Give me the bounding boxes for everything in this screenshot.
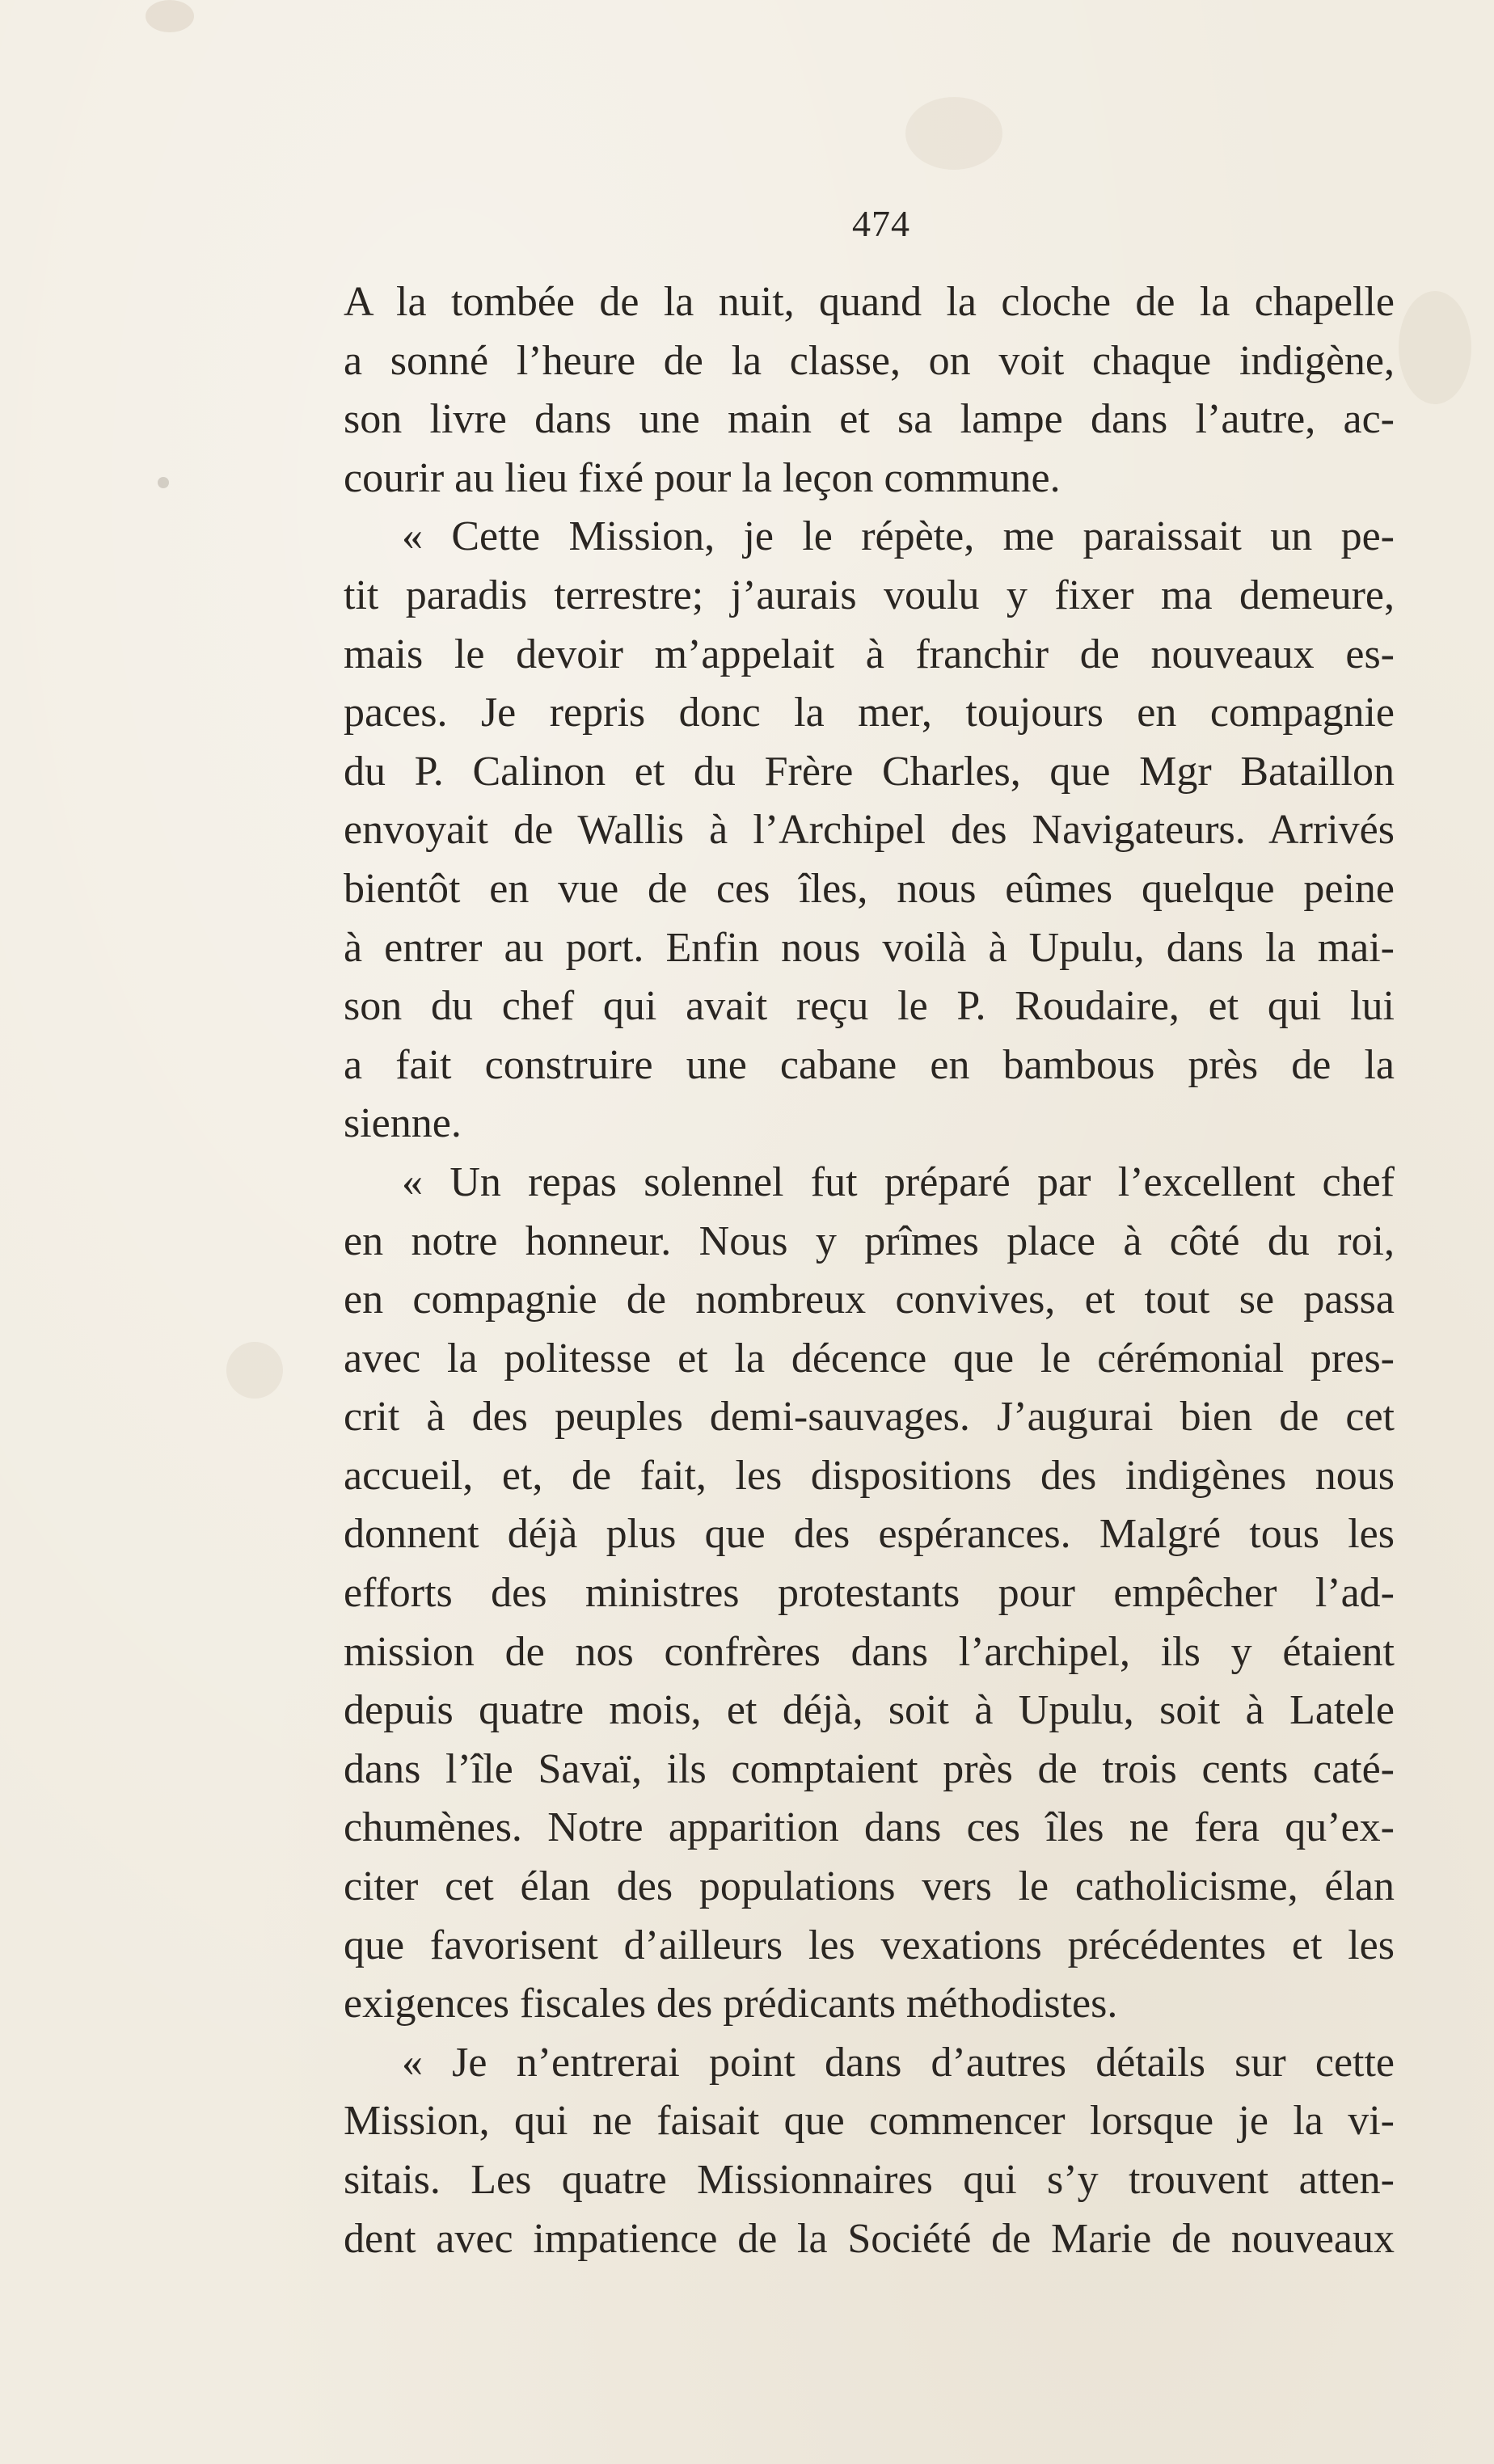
text-line: Mission, qui ne faisait que commencer lorsque je la vi-: [344, 2098, 1395, 2145]
paper-stain: [226, 1342, 283, 1399]
text-line: bientôt en vue de ces îles, nous eûmes quelque peine: [344, 865, 1395, 912]
text-line: A la tombée de la nuit, quand la cloche de la chapelle: [344, 279, 1395, 325]
paper-stain: [905, 97, 1002, 170]
text-line: que favorisent d’ailleurs les vexations précédentes et les: [344, 1922, 1395, 1968]
text-line: exigences fiscales des prédicants méthodistes.: [344, 1981, 1118, 2027]
body-text: [344, 273, 1395, 2268]
page-number: 474: [852, 203, 910, 244]
text-line: tit paradis terrestre; j’aurais voulu y fixer ma demeure,: [344, 572, 1395, 618]
text-line: a fait construire une cabane en bambous près de la: [344, 1041, 1395, 1088]
text-line: mission de nos confrères dans l’archipel, ils y étaient: [344, 1628, 1395, 1675]
text-line: crit à des peuples demi-sauvages. J’augurai bien de cet: [344, 1394, 1395, 1441]
text-line: paces. Je repris donc la mer, toujours en compagnie: [344, 690, 1395, 736]
text-line: courir au lieu fixé pour la leçon commune.: [344, 454, 1061, 501]
text-line: accueil, et, de fait, les dispositions des indigènes nous: [344, 1452, 1395, 1499]
text-line: citer cet élan des populations vers le catholicisme, élan: [344, 1863, 1395, 1910]
text-line: envoyait de Wallis à l’Archipel des Navigateurs. Arrivés: [344, 807, 1395, 854]
text-line: en compagnie de nombreux convives, et tout se passa: [344, 1276, 1395, 1323]
text-line: du P. Calinon et du Frère Charles, que Mgr Bataillon: [344, 748, 1395, 795]
text-line: « Je n’entrerai point dans d’autres détails sur cette: [402, 2039, 1395, 2086]
paper-stain: [1399, 291, 1471, 404]
text-line: en notre honneur. Nous y prîmes place à côté du roi,: [344, 1217, 1395, 1264]
paper-stain: [146, 0, 194, 32]
text-line: à entrer au port. Enfin nous voilà à Upulu, dans la mai-: [344, 924, 1395, 971]
text-line: dans l’île Savaï, ils comptaient près de trois cents caté-: [344, 1745, 1395, 1792]
text-line: son du chef qui avait reçu le P. Roudaire, et qui lui: [344, 983, 1395, 1030]
text-line: efforts des ministres protestants pour empêcher l’ad-: [344, 1570, 1395, 1617]
text-line: a sonné l’heure de la classe, on voit chaque indigène,: [344, 337, 1395, 384]
text-line: avec la politesse et la décence que le cérémonial pres-: [344, 1335, 1395, 1382]
text-line: « Un repas solennel fut préparé par l’excellent chef: [402, 1158, 1395, 1205]
text-line: depuis quatre mois, et déjà, soit à Upulu, soit à Latele: [344, 1687, 1395, 1734]
text-line: mais le devoir m’appelait à franchir de nouveaux es-: [344, 631, 1395, 677]
text-line: son livre dans une main et sa lampe dans l’autre, ac-: [344, 396, 1395, 443]
paper-stain: [158, 477, 169, 488]
text-line: sitais. Les quatre Missionnaires qui s’y trouvent atten-: [344, 2157, 1395, 2203]
text-line: donnent déjà plus que des espérances. Malgré tous les: [344, 1511, 1395, 1558]
text-line: chumènes. Notre apparition dans ces îles ne fera qu’ex-: [344, 1804, 1395, 1851]
text-line: « Cette Mission, je le répète, me paraissait un pe-: [402, 513, 1395, 560]
text-line: sienne.: [344, 1100, 462, 1147]
text-line: dent avec impatience de la Société de Marie de nouveaux: [344, 2215, 1395, 2262]
